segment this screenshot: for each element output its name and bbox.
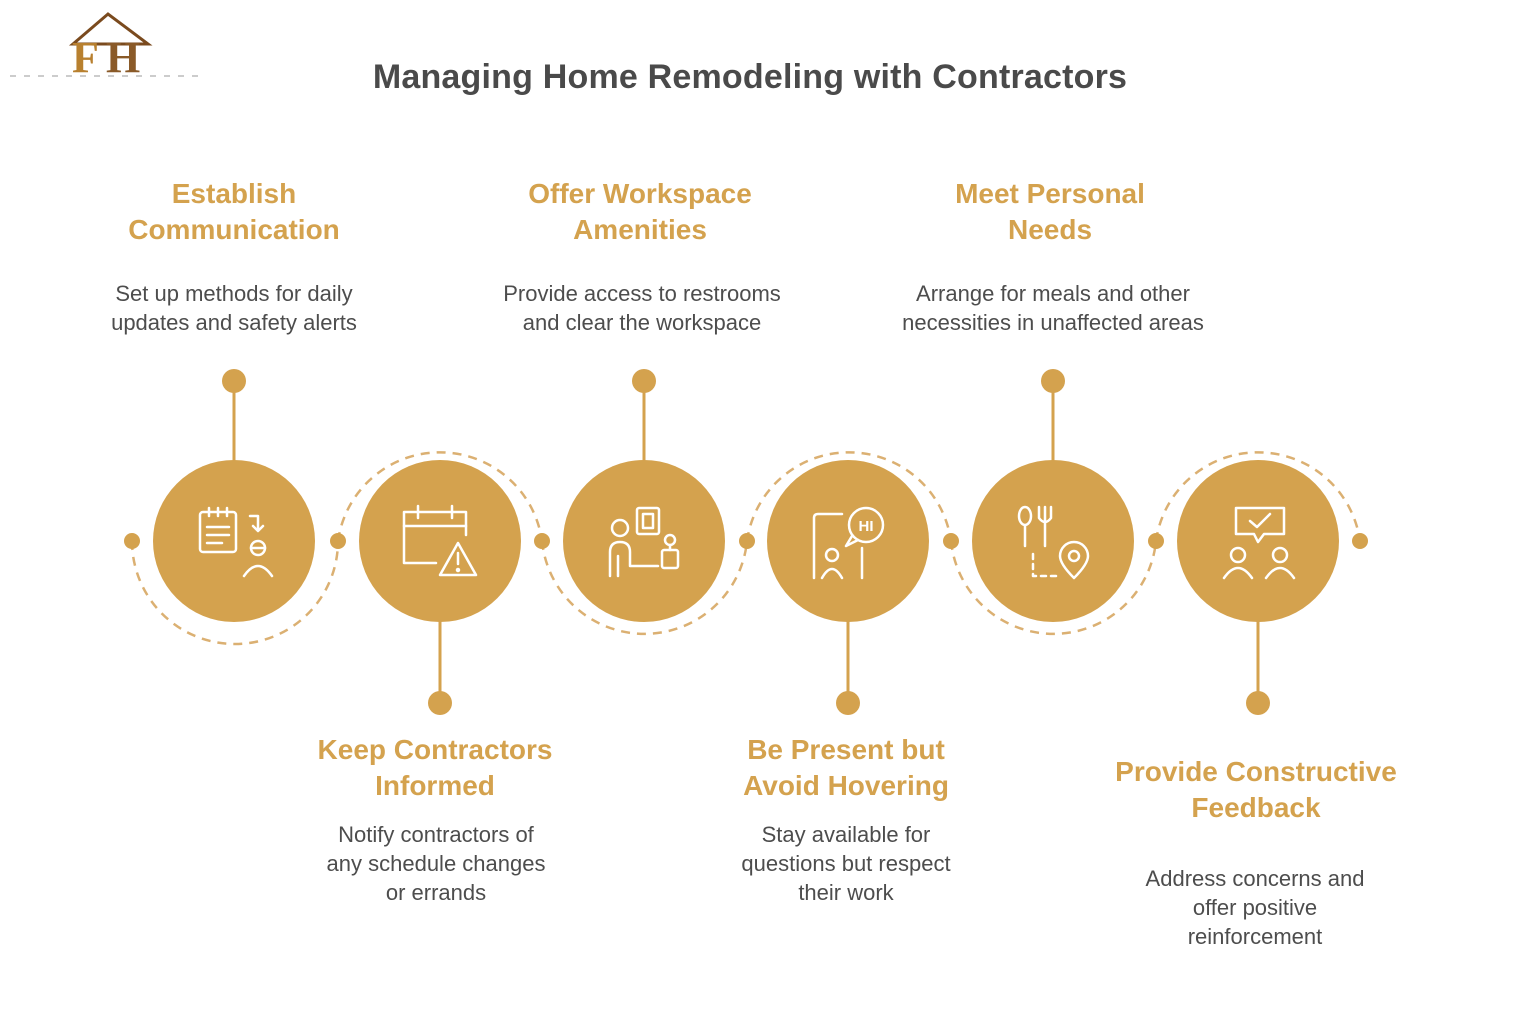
step-desc-establish-communication: Set up methods for daily updates and safety alerts [111, 281, 357, 335]
step-title-offer-workspace-amenities: Offer Workspace Amenities [528, 178, 752, 245]
step-desc-offer-workspace-amenities: Provide access to restrooms and clear the workspace [503, 281, 781, 335]
page-title: Managing Home Remodeling with Contractors [372, 58, 1128, 96]
svg-text:F: F [72, 33, 99, 82]
step-desc-keep-contractors-informed: Notify contractors of any schedule changes or errands [326, 822, 546, 905]
step-desc-meet-personal-needs: Arrange for meals and other necessities in unaffected areas [902, 281, 1204, 335]
step-desc-provide-feedback: Address concerns and offer positive reinforcement [1145, 866, 1365, 949]
step-title-provide-feedback: Provide Constructive Feedback [1115, 756, 1397, 823]
svg-text:H: H [106, 33, 141, 82]
step-desc-be-present: Stay available for questions but respect their work [741, 822, 951, 905]
step-title-establish-communication: Establish Communication [128, 178, 340, 245]
step-title-meet-personal-needs: Meet Personal Needs [955, 178, 1145, 245]
step-title-be-present: Be Present but Avoid Hovering [743, 734, 949, 801]
step-title-keep-contractors-informed: Keep Contractors Informed [317, 734, 553, 801]
speech-text: HI [858, 518, 874, 535]
